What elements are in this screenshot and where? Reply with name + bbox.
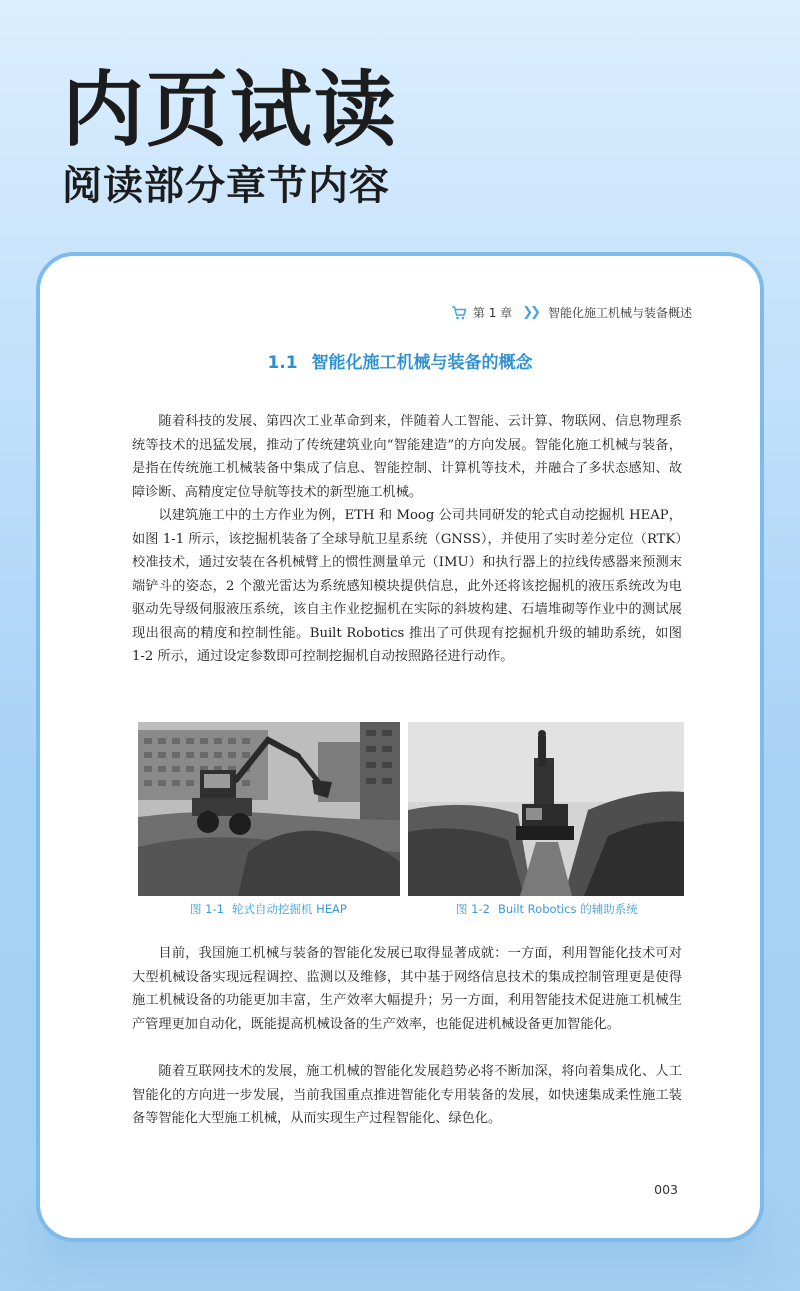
section-title: 智能化施工机械与装备的概念 (311, 353, 533, 373)
paragraph: 随着互联网技术的发展，施工机械的智能化发展趋势必将不断加深，将向着集成化、人工智能化的方向进一步发展，当前我国重点推进智能化专用装备的发展，如快速集成柔性施工装备等智能化大型施工机械，从而实现生产过程智能化、绿色化。 (132, 1064, 682, 1126)
figure-caption (456, 901, 638, 917)
paragraph: 随着科技的发展、第四次工业革命到来，伴随着人工智能、云计算、物联网、信息物理系统等技术的迅猛发展，推动了传统建筑业向“智能建造”的方向发展。智能化施工机械与装备，是指在传统施工机械装备中集成了信息、智能控制、计算机等技术，并融合了多状态感知、故障诊断、高精度定位导航等技术的新型施工机械。 (132, 414, 682, 500)
figure-number: 图 1-2 (456, 902, 490, 916)
chapter-label: 第 1 章 (472, 306, 513, 320)
page-number: 003 (654, 1182, 678, 1197)
hero-subtitle: 阅读部分章节内容 (62, 163, 390, 209)
figure-number: 图 1-1 (190, 902, 224, 916)
cart-icon (451, 306, 467, 320)
figure-caption-text: 轮式自动挖掘机 HEAP (231, 902, 347, 916)
double-chevron-icon: ❯❯ (522, 305, 538, 320)
figure-built-robotics-photo (408, 722, 684, 896)
figure-caption (190, 901, 347, 917)
hero-title: 内页试读 (62, 63, 399, 158)
figure-heap-excavator-photo (138, 722, 400, 896)
running-header (451, 304, 692, 321)
figure-caption-text: Built Robotics 的辅助系统 (497, 902, 638, 916)
section-heading (40, 348, 760, 373)
paragraph: 目前，我国施工机械与装备的智能化发展已取得显著成就：一方面，利用智能化技术可对大型机械设备实现远程调控、监测以及维修，其中基于网络信息技术的集成控制管理更是使得施工机械设备的功能更加丰富，生产效率大幅提升；另一方面，利用智能技术促进施工机械生产管理更加自动化，既能提高机械设备的生产效率，也能促进机械设备更加智能化。 (132, 946, 682, 1032)
chapter-title: 智能化施工机械与装备概述 (547, 306, 692, 320)
book-page-card (36, 252, 764, 1242)
section-number: 1.1 (267, 353, 298, 373)
paragraph: 以建筑施工中的土方作业为例，ETH 和 Moog 公司共同研发的轮式自动挖掘机 HEAP，如图 1-1 所示，该挖掘机装备了全球导航卫星系统（GNSS），并使用了实时差分定位（RTK）校准技术，通过安装在各机械臂上的惯性测量单元（IMU）和执行器上的拉线传感器来预测末端铲斗的姿态，2 个激光雷达为系统感知模块提供信息，此外还将该挖掘机的液压系统改为电驱动先导级伺服液压系统，该自主作业挖掘机在实际的斜坡构建、石墙堆砌等作业中的测试展现出很高的精度和控制性能。Built Robotics 推出了可供现有挖掘机升级的辅助系统，如图 1-2 所示，通过设定参数即可控制挖掘机自动按照路径进行动作。 (132, 508, 682, 664)
